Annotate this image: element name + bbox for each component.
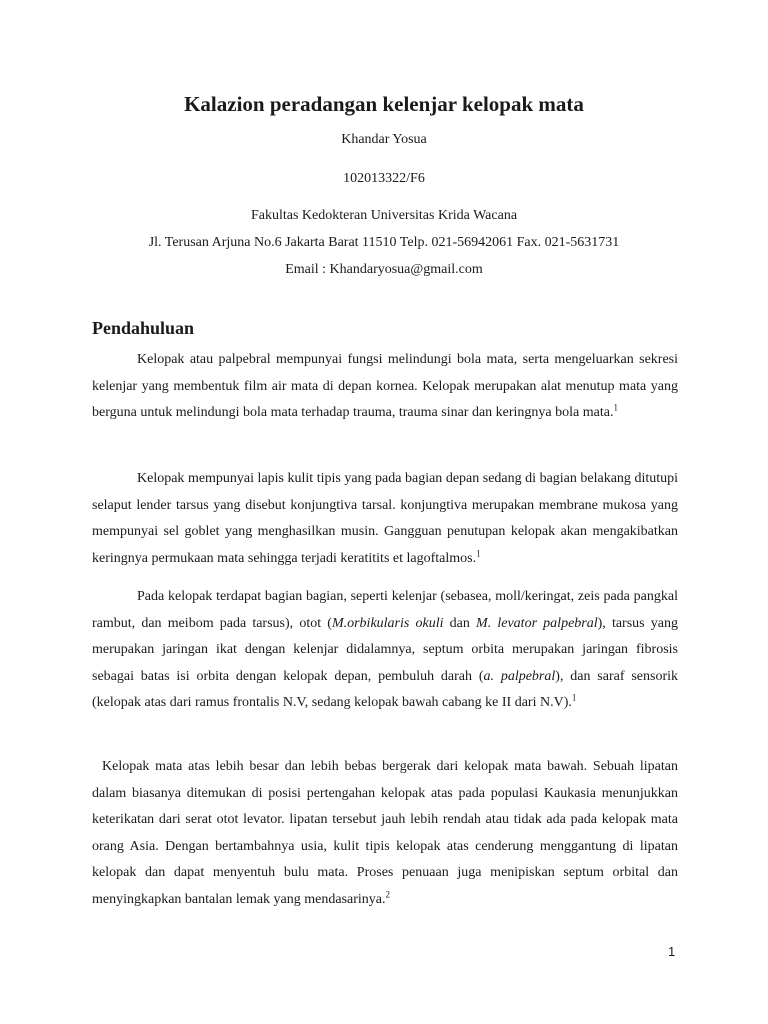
author-name: Khandar Yosua	[341, 132, 427, 147]
paragraph-1	[92, 347, 678, 427]
page-number: 1	[668, 944, 676, 959]
reference-marker: 1	[476, 547, 481, 558]
paragraph-1-text: Kelopak atau palpebral mempunyai fungsi melindungi bola mata, serta mengeluarkan sekresi kelenjar yang membentuk film air mata di depan kornea. Kelopak merupakan alat menutup mata yang berguna untuk melindungi bola mata terhadap trauma, trauma sinar dan keringnya bola mata.	[92, 352, 678, 420]
paragraph-4-text: Kelopak mata atas lebih besar dan lebih bebas bergerak dari kelopak mata bawah. Sebuah lipatan dalam biasanya ditemukan di posisi pertengahan kelopak atas pada populasi Kaukasia menunjukkan keterikatan dari serat otot levator. lipatan tersebut jauh lebih rendah atau tidak ada pada kelopak mata orang Asia. Dengan bertambahnya usia, kulit tipis kelopak atas cenderung menggantung di lipatan kelopak dan dapat menyentuh bulu mata. Proses penuaan juga menipiskan septum orbital dan menyingkapkan bantalan lemak yang mendasarinya.	[92, 759, 678, 907]
section-heading: Pendahuluan	[92, 318, 195, 338]
paragraph-2-text: Kelopak mempunyai lapis kulit tipis yang pada bagian depan sedang di bagian belakang ditutupi selaput lender tarsus yang disebut konjungtiva tarsal. konjungtiva merupakan membrane mukosa yang mempunyai sel goblet yang menghasilkan musin. Gangguan penutupan kelopak akan mengakibatkan keringnya permukaan mata sehingga terjadi keratitits et lagoftalmos.	[92, 471, 678, 566]
student-id: 102013322/F6	[343, 171, 425, 186]
paragraph-3-italic-3: a. palpebral	[483, 668, 556, 684]
paragraph-4	[92, 754, 678, 913]
email-line: Email : Khandaryosua@gmail.com	[285, 262, 483, 277]
paragraph-3-text-b: dan	[443, 615, 477, 631]
document-title: Kalazion peradangan kelenjar kelopak mata	[184, 92, 584, 116]
paragraph-3-italic-2: M. levator palpebral	[476, 615, 598, 631]
address-line: Jl. Terusan Arjuna No.6 Jakarta Barat 11510 Telp. 021-56942061 Fax. 021-5631731	[148, 235, 620, 250]
paragraph-3-italic-1: M.orbikularis okuli	[331, 615, 444, 631]
paragraph-2	[92, 466, 678, 572]
paragraph-3-text-d: ), dan saraf sensorik (kelopak atas dari ramus frontalis N.V, sedang kelopak bawah cabang ke II dari N.V).	[92, 668, 679, 710]
paragraph-3	[92, 584, 678, 717]
reference-marker: 2	[385, 888, 391, 899]
reference-marker: 1	[613, 402, 618, 413]
paragraph-3-text-c: ), tarsus yang merupakan jaringan ikat dengan kelenjar didalamnya, septum orbita merupakan jaringan fibrosis sebagai batas isi orbita dengan kelopak depan, pembuluh darah (	[92, 615, 678, 684]
reference-marker: 1	[571, 692, 577, 703]
paragraph-3-text-a: Pada kelopak terdapat bagian bagian, seperti kelenjar (sebasea, moll/keringat, zeis pada pangkal rambut, dan meibom pada tarsus), otot (	[92, 589, 678, 631]
faculty-name: Fakultas Kedokteran Universitas Krida Wacana	[250, 208, 518, 223]
